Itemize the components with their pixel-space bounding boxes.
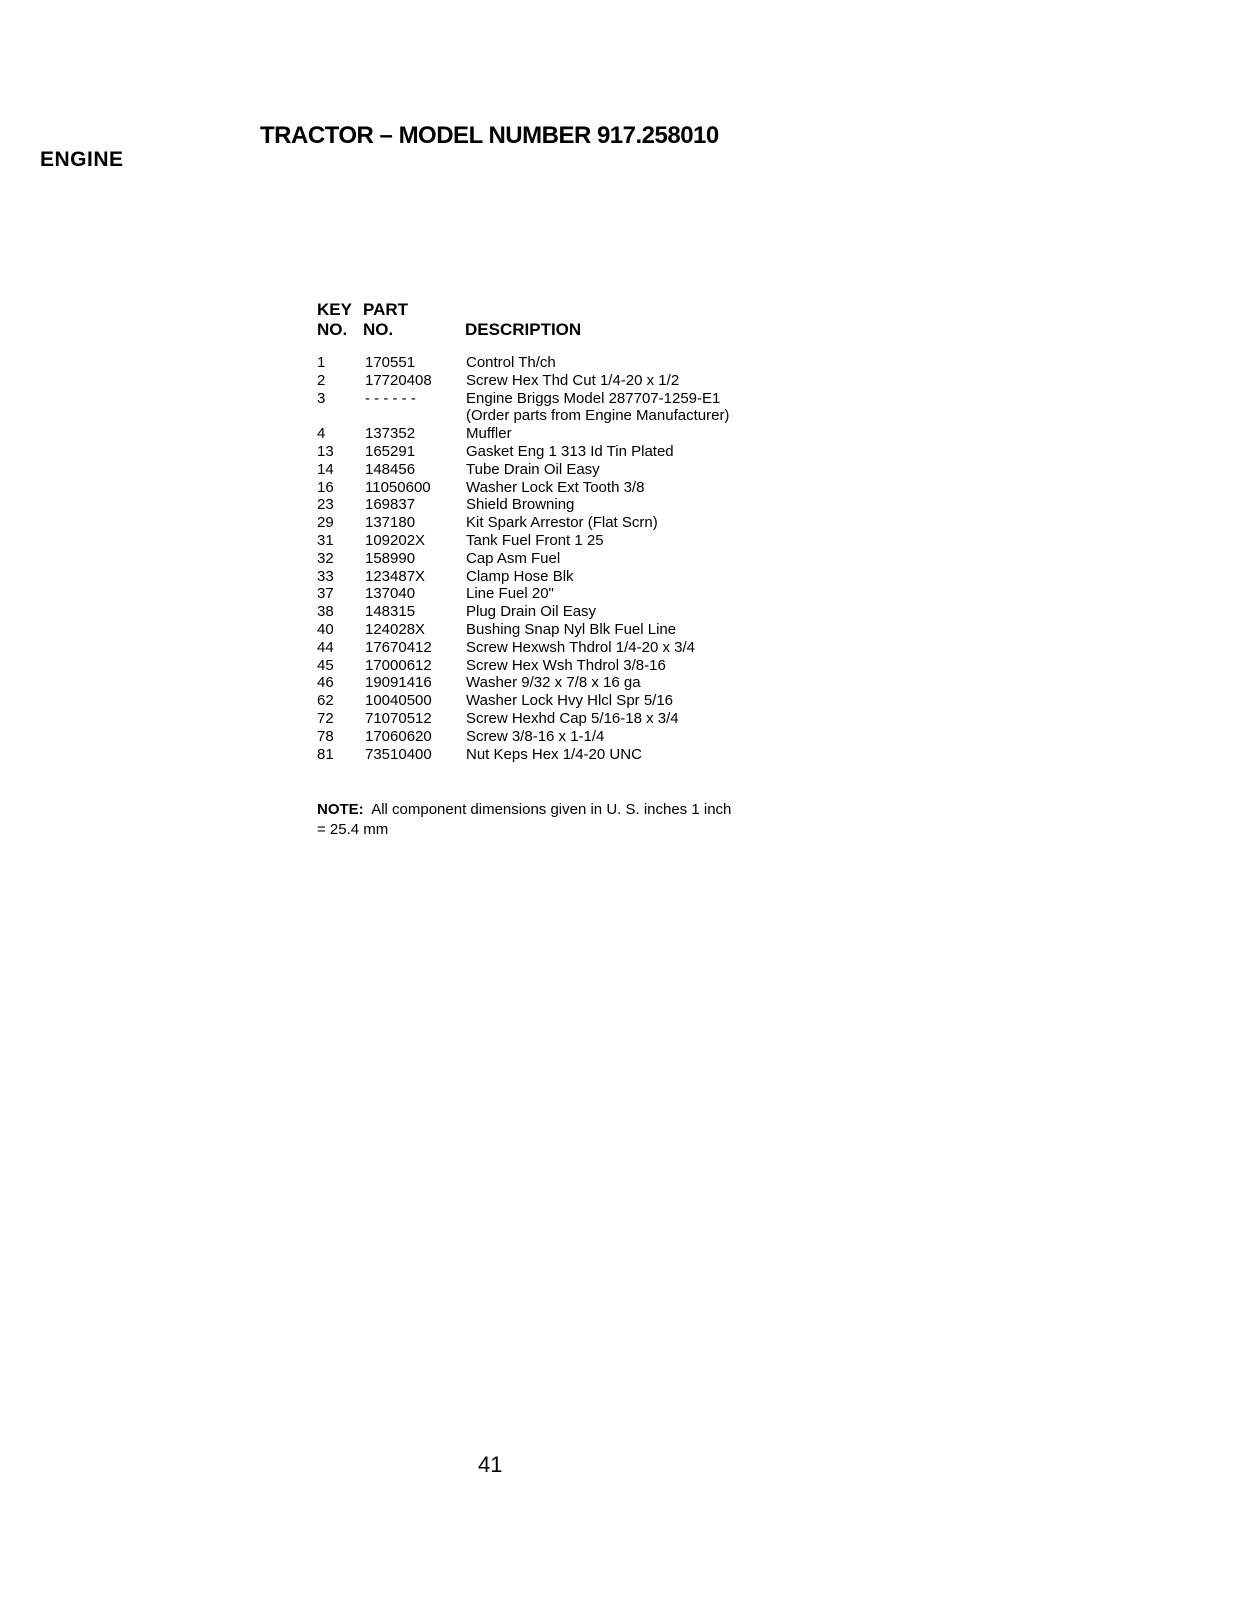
header-key-line1: KEY: [317, 300, 352, 319]
key-cell: 72: [317, 709, 334, 727]
description-cell: Bushing Snap Nyl Blk Fuel Line: [466, 620, 677, 638]
part-number-cell: - - - - - -: [365, 389, 416, 407]
description-cell: Clamp Hose Blk: [466, 567, 574, 585]
part-number-cell: 109202X: [365, 531, 426, 549]
key-cell: 31: [317, 531, 334, 549]
key-cell: 38: [317, 603, 334, 621]
description-cell: Screw 3/8-16 x 1-1/4: [466, 727, 605, 745]
description-cell: Tank Fuel Front 1 25: [466, 531, 604, 549]
part-number-cell: 148456: [365, 460, 416, 478]
description-cell: Screw Hexhd Cap 5/16-18 x 3/4: [466, 709, 679, 727]
key-cell: 32: [317, 549, 334, 567]
description-cell: Washer 9/32 x 7/8 x 16 ga: [466, 674, 641, 692]
note-text: All component dimensions given in U. S. inches 1 inch = 25.4 mm: [317, 801, 732, 838]
description-cell: Screw Hex Thd Cut 1/4-20 x 1/2: [466, 371, 680, 389]
key-cell: 37: [317, 585, 334, 603]
description-cell: Gasket Eng 1 313 Id Tin Plated: [466, 442, 674, 460]
key-cell: 33: [317, 567, 334, 585]
description-cell: Nut Keps Hex 1/4-20 UNC: [466, 745, 642, 763]
header-description: DESCRIPTION: [465, 320, 582, 339]
description-cell: Plug Drain Oil Easy: [466, 603, 597, 621]
key-cell: 81: [317, 745, 334, 763]
part-number-cell: 170551: [365, 354, 416, 371]
key-cell: 1: [317, 354, 326, 371]
description-cell: Cap Asm Fuel: [466, 549, 561, 567]
part-number-cell: 137352: [365, 425, 416, 443]
part-number-cell: 158990: [365, 549, 416, 567]
part-number-cell: 124028X: [365, 620, 426, 638]
part-number-cell: 148315: [365, 603, 416, 621]
part-number-cell: 123487X: [365, 567, 426, 585]
description-cell: Screw Hex Wsh Thdrol 3/8-16: [466, 656, 666, 674]
part-number-cell: 137180: [365, 514, 416, 532]
key-cell: 16: [317, 478, 334, 496]
note-label: NOTE:: [317, 801, 364, 818]
key-cell: 3: [317, 389, 326, 407]
description-cell: (Order parts from Engine Manufacturer): [466, 407, 730, 425]
key-cell: 2: [317, 371, 326, 389]
part-number-cell: 165291: [365, 442, 416, 460]
description-cell: Shield Browning: [466, 496, 575, 514]
key-cell: 14: [317, 460, 334, 478]
key-cell: 78: [317, 727, 334, 745]
part-number-cell: 17720408: [365, 371, 432, 389]
description-cell: Tube Drain Oil Easy: [466, 460, 600, 478]
page-title: TRACTOR – MODEL NUMBER 917.258010: [260, 122, 719, 149]
part-number-cell: 73510400: [365, 745, 432, 763]
part-number-cell: 17060620: [365, 727, 432, 745]
key-cell: 40: [317, 620, 334, 638]
part-number-cell: 11050600: [365, 478, 431, 496]
part-number-cell: 17670412: [365, 638, 432, 656]
key-cell: 46: [317, 674, 334, 692]
key-cell: 4: [317, 425, 326, 443]
key-cell: 13: [317, 442, 334, 460]
key-cell: 23: [317, 496, 334, 514]
part-number-cell: 19091416: [365, 674, 432, 692]
key-cell: 45: [317, 656, 334, 674]
description-cell: Screw Hexwsh Thdrol 1/4-20 x 3/4: [466, 638, 695, 656]
header-part-line2: NO.: [363, 320, 394, 339]
description-cell: Kit Spark Arrestor (Flat Scrn): [466, 514, 658, 532]
section-label: ENGINE: [40, 148, 124, 171]
description-cell: Washer Lock Hvy Hlcl Spr 5/16: [466, 692, 674, 710]
note: [317, 800, 737, 840]
part-number-cell: 71070512: [365, 709, 432, 727]
header-key-line2: NO.: [317, 320, 348, 339]
description-cell: Muffler: [466, 425, 512, 443]
key-cell: 44: [317, 638, 334, 656]
part-number-cell: 10040500: [365, 692, 432, 710]
description-cell: Engine Briggs Model 287707-1259-E1: [466, 389, 721, 407]
part-number-cell: 137040: [365, 585, 416, 603]
key-cell: 62: [317, 692, 334, 710]
page-number: 41: [478, 1452, 503, 1477]
key-cell: 29: [317, 514, 334, 532]
description-cell: Washer Lock Ext Tooth 3/8: [466, 478, 645, 496]
description-cell: Control Th/ch: [466, 354, 556, 371]
header-part-line1: PART: [363, 300, 409, 319]
description-cell: Line Fuel 20": [466, 585, 554, 603]
part-number-cell: 169837: [365, 496, 416, 514]
part-number-cell: 17000612: [365, 656, 432, 674]
